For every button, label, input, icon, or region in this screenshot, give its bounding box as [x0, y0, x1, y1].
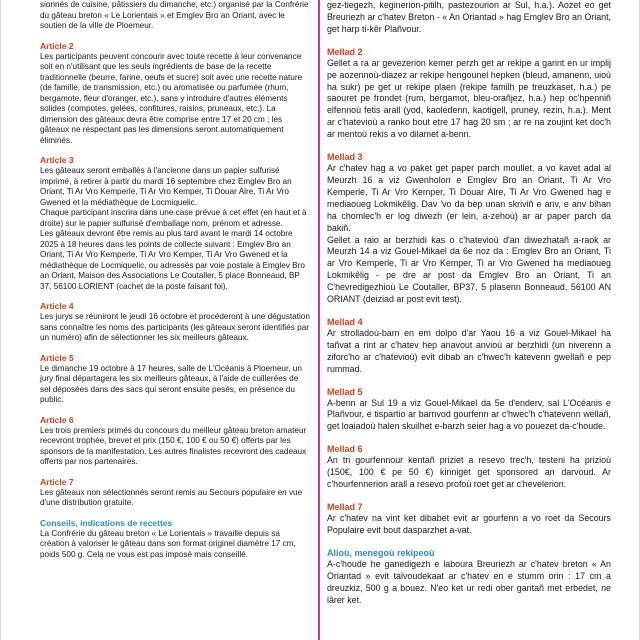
article-6: [40, 415, 310, 468]
article-2-text: Les participants peuvent concourir avec toute recette à leur convenance soit en n'utilisant que les seuls ingrédients de base de la recette traditionnelle (beurre, farine, oeufs et sucre) soit avec une recette nature (de famille, de transmission, etc.) ou aromatisée ou parfumée (rhum, bergamote, fleur d'oranger, etc.), sans y introduire d'autres éléments solides (compotes, gelées, confitures, raisins, pruneaux, etc.). La dimension des gâteaux devra être comprise entre 17 et 20 cm ; les gâteaux ne respectant pas les dimensions seront automatiquement éliminés.: [40, 51, 303, 145]
column-divider: [318, 0, 320, 640]
article-6-text: Les trois premiers primés du concours du meilleur gâteau breton amateur recevront trophée, brevet et prix (150 €, 100 € ou 50 €) offerts par les sponsors de la manifestation. Les autres finalistes recevront des cadeaux offerts par nos partenaires.: [40, 425, 307, 466]
mellad-6-heading: Mellad 6: [327, 444, 363, 455]
aliou-section: [327, 547, 611, 607]
mellad-2-text: Gellet a ra ar gevezerion kemer perzh get ar rekipe a garint en ur implij pe aozennoù-diazez ar rekipe hengounel hepken (bleud, amanenn, uioù ha sukr) pe get ur rekipe plaen (rekipe familh pe treuzkaset, h.a.) pe saouret pe frondet (rum, bergamot, bleu-orañjez, h.a.) hep oc'hpenniñ elfennoù fetis arall (yod, kaoledenn, kaotigell, pruney, rezin, h.a.). Ment ar c'hatevioù a ranko bout etre 17 hag 20 sm ; ar re na zoujint ket doc'h ar mentoù rekis a vo dilamet a-benn.: [327, 57, 611, 140]
article-2: [40, 41, 310, 147]
mellad-4: [327, 316, 611, 376]
mellad-5: [327, 386, 611, 434]
mellad-7-heading: Mellad 7: [327, 502, 363, 512]
mellad-2-heading: Mellad 2: [327, 46, 363, 57]
french-column: [40, 0, 310, 560]
breton-column: [327, 0, 611, 606]
article-5-text: Le dimanche 19 octobre à 17 heures, salle de L'Océanis à Ploemeur, un jury final départagera les six meilleurs gâteaux, à l'aide de cuillerées de sel déposées dans des sacs qui seront ensuite pesés, en présence du public.: [40, 363, 302, 404]
aliou-text: A-c'houde he ganedigezh e laboura Breuriezh ar c'hatev breton « An Oriantad » evit talvoudekaat ar c'hatev en e stumm orin : 17 cm a dreuzkiz, 500 g a bouez. N'eo ket ur redi ober gantañ met erbedet, ne lârer ket.: [327, 558, 611, 605]
mellad-7-text: Ar c'hatev na vint ket dibabet evit ar gourfenn a vo roet da Secours Populaire evit bout dasparzhet a-vat.: [327, 513, 611, 535]
conseils-heading: Conseils, indications de recettes: [40, 517, 173, 528]
article-3: [40, 155, 310, 292]
article-4-text: Les jurys se réuniront le jeudi 16 octobre et procéderont à une dégustation sans connaître les noms des participants (les gâteaux seront identifiés par un numéro) afin de sélectionner les six meilleurs gâteaux.: [40, 312, 310, 342]
mellad-3: [327, 151, 611, 306]
mellad-3-text: Ar c'hatev hag a vo paket get paper parch moullet, a vo kavet adal al Meurzh 16 a viz Gwenholon e Emglev Bro an Oriant, Ti Ar Vro Kemperle, Ti Ar Vro Kemper, Ti Douar Alre, Ti Ar Vro Gwened hag e mediaoueg Lokmikêlig. Dav 'vo da bep unan skriviñ e anv, e anv bihan ha chomlec'h er log diwezh (er lein, a-zehoù) ar ar paper parch da bakiñ. Gellet a raio ar berzhidi kas o c'hatevioù d'an diwezhatañ a-raok ar Meurzh 14 a viz Gouel-Mikael da 6e noz da : Emglev Bro an Oriant, Ti ar Vro Kemperle, Ti ar Vro Kemper, Ti ar Vro Gwened ha mediaoueg Lokmikêlig - pe dre ar post da Emglev Bro an Oriant, Ti an C'hevredigezhioù Le Coutaller, BP37, 5 plasenn Bonneaud, 56100 AN ORIANT (deiziad ar post evit test).: [327, 163, 611, 305]
article-3-text: Les gâteaux seront emballés à l'ancienne dans un papier sulfurisé imprimé, à retirer à partir du mardi 16 septembre chez Emglev Bro an Oriant, Ti Ar Vro Kemperle, Ti Ar Vro Kemper, Ti Douar Alre, Ti Ar Vro Gwened et la médiathèque de Locmiquelic. Chaque participant inscrira dans une case prévue à cet effet (en haut et à droite) sur le papier sulfurisé d'emballage nom, prénom et adresse. Les gâteaux devront être remis au plus tard avant le mardi 14 octobre 2025 à 18 heures dans les points de collecte suivant : Emglev Bro an Oriant, Ti Ar Vro Kemperle, Ti Ar Vro Kemper, Ti Ar Vro Gwened et la médiathèque de Locmiquelic, ou adressés par voie postale à Emglev Bro an Oriant, Maison des Associations Le Coutaller, 5 place Bonneaud, BP 37, 56100 LORIENT (cachet de la poste faisant foi).: [40, 166, 307, 291]
article-4-heading: Article 4: [40, 301, 74, 311]
conseils-text: La Confrérie du gâteau breton « Le Lorientais » travaille depuis sa création à valoriser le gâteau dans son format originel diamètre 17 cm, poids 500 g. Cela ne vous est pas imposé mais conseillé.: [40, 528, 296, 559]
mellad-5-text: A-benn ar Sul 19 a viz Gouel-Mikael da 5e d'enderv, sal L'Océanis e Plañvour, e tispartio ar barnvod gourfenn ar c'hwec'h c'hatevenn wellañ, get loaiadoù halen skuilhet e-barzh seier hag a vo pouezet da-c'houde.: [327, 397, 611, 432]
mellad-2: [327, 46, 611, 141]
mellad-6: [327, 443, 611, 491]
article-5: [40, 353, 310, 406]
article-2-heading: Article 2: [40, 40, 74, 51]
mellad-6-text: An tri gourfennour kentañ priziet a resevo trec'h, testeni ha prizioù (150€, 100 € pe 50 €) kinniget get sponsored an darvoud. Ar c'hourfennerion arall a resevo profoù roet get ar c'hevelerion.: [327, 455, 611, 490]
mellad-5-heading: Mellad 5: [327, 386, 363, 397]
mellad-3-heading: Mellad 3: [327, 152, 363, 163]
page-edge-left: [0, 0, 1, 640]
french-intro: sionnés de cuisine, pâtissiers du dimanche, etc.) organisé par la Confrérie du gâteau breton « Le Lorientais » et Emglev Bro an Oriant, avec le soutien de la ville de Ploemeur.: [40, 0, 309, 30]
article-7-text: Les gâteaux non sélectionnés seront remis au Secours populaire en vue d'une distribution gratuite.: [40, 487, 303, 507]
aliou-heading: Alioù, menegoù rekipeoù: [327, 547, 435, 558]
article-4: [40, 301, 310, 344]
article-6-heading: Article 6: [40, 414, 74, 425]
article-5-heading: Article 5: [40, 352, 74, 363]
article-3-heading: Article 3: [40, 155, 74, 165]
article-7-heading: Article 7: [40, 476, 74, 487]
conseils-section: [40, 518, 310, 561]
article-7: [40, 477, 310, 509]
mellad-7: [327, 501, 611, 537]
breton-intro: gez-tiegezh, keginerion-pitilh, pastezourion ar Sul, h.a.). Aozet eo get Breuriezh ar c'hatev Breton - « An Oriantad » hag Emglev Bro an Oriant, get harp ti-kêr Plañvour.: [327, 0, 611, 34]
mellad-4-heading: Mellad 4: [327, 316, 363, 327]
mellad-4-text: Ar strolladoù-barn en em dolpo d'ar Yaou 16 a viz Gouel-Mikael ha tañvat a rint ar c'hatev hep anavout anvioù ar berzhidi (un niverenn a ziforc'ho ar c'hatevioù) evit dibab an c'hwec'h katevenn gwellañ e pep rummad.: [327, 327, 611, 374]
